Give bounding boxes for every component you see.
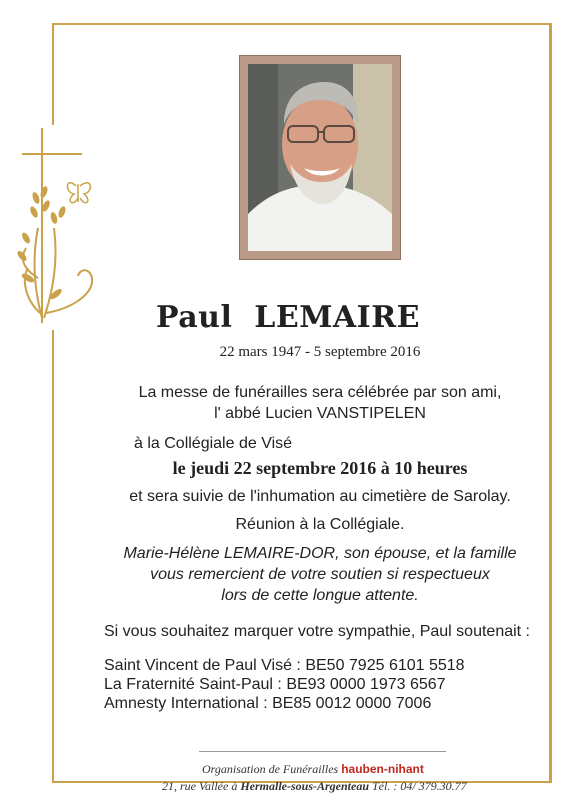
portrait-frame — [239, 55, 401, 260]
brand-logo: hauben-nihant — [341, 762, 424, 776]
celebrant-name: l' abbé Lucien VANSTIPELEN — [214, 405, 426, 422]
burial-info: et sera suivie de l'inhumation au cimetière de Sarolay. — [129, 488, 511, 505]
family-line-1: Marie-Hélène LEMAIRE-DOR, son épouse, et la famille — [123, 545, 517, 562]
address-city: Hermalle-sous-Argenteau — [240, 779, 369, 793]
address-prefix: 21, rue Vallée à — [162, 779, 238, 793]
portrait-photo — [248, 64, 392, 251]
sympathy-intro: Si vous souhaitez marquer votre sympathie, Paul soutenait : — [104, 623, 530, 640]
tel-label: Tél. : — [372, 779, 398, 793]
life-dates: 22 mars 1947 - 5 septembre 2016 — [219, 344, 421, 360]
charity-2: La Fraternité Saint-Paul : BE93 0000 1973 6567 — [104, 676, 446, 693]
cross-wheat-butterfly-icon — [14, 118, 106, 330]
deceased-name: Paul LEMAIRE — [155, 300, 421, 335]
ceremony-date: le jeudi 22 septembre 2016 à 10 heures — [172, 458, 468, 478]
border-left-top — [52, 23, 54, 125]
footer-address — [162, 779, 467, 794]
tel-number: 04/ 379.30.77 — [400, 779, 467, 793]
footer-org — [202, 762, 424, 777]
charity-3: Amnesty International : BE85 0012 0000 7006 — [104, 695, 432, 712]
footer-org-label: Organisation de Funérailles — [202, 762, 339, 776]
footer-divider — [199, 751, 446, 752]
mass-announcement: La messe de funérailles sera célébrée par son ami, — [138, 384, 502, 401]
charity-1: Saint Vincent de Paul Visé : BE50 7925 6101 5518 — [104, 657, 465, 674]
family-line-3: lors de cette longue attente. — [221, 587, 419, 604]
family-line-2: vous remercient de votre soutien si respectueux — [150, 566, 490, 583]
church-location: à la Collégiale de Visé — [134, 435, 293, 452]
reception-info: Réunion à la Collégiale. — [235, 516, 405, 533]
